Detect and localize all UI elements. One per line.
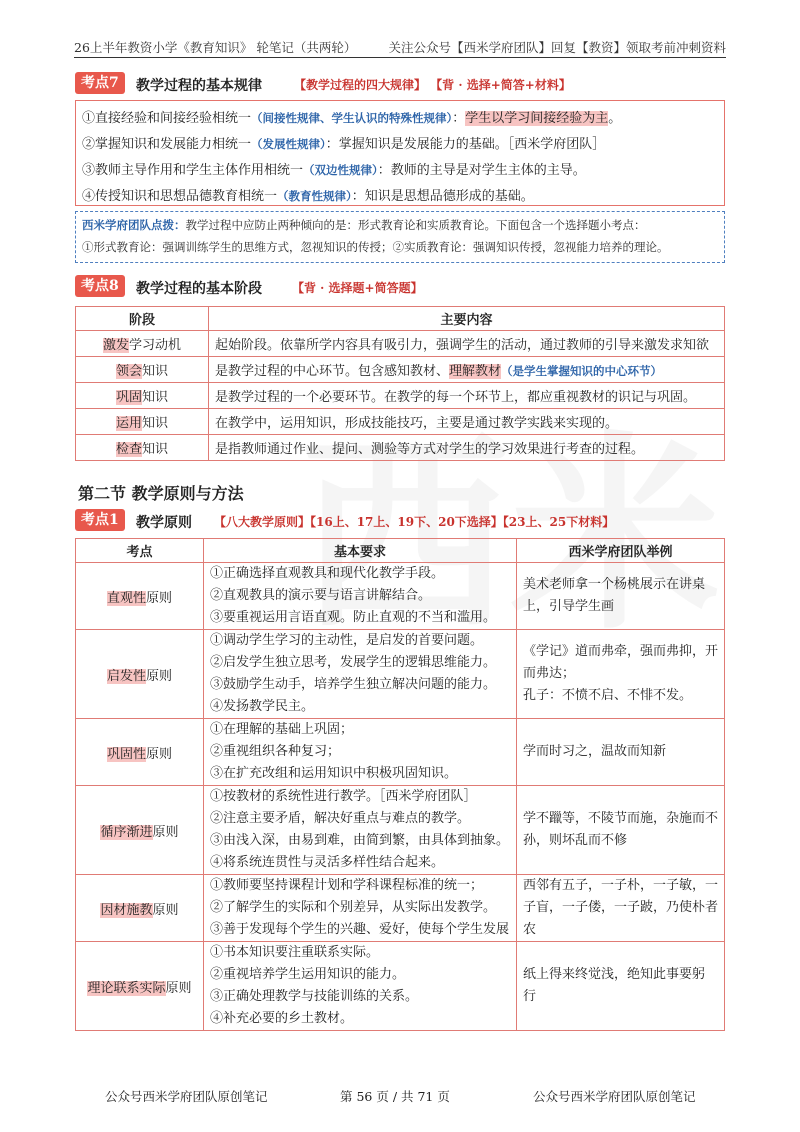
- section-title: 第二节 教学原则与方法: [78, 484, 244, 503]
- kd1-note: 【八大教学原则】【16上、17上、19下、20下选择】【23上、25下材料】: [214, 515, 615, 529]
- kd1-tag: 考点1: [75, 509, 125, 531]
- kd8-tag: 考点8: [75, 275, 125, 297]
- table-row: 运用知识 在教学中，运用知识，形成技能技巧，主要是通过教学实践来实现的。: [76, 409, 725, 435]
- table-row: 检查知识 是指教师通过作业、提问、测验等方式对学生的学习效果进行考查的过程。: [76, 435, 725, 461]
- tip-line: 西米学府团队点拨：教学过程中应防止两种倾向的是：形式教育论和实质教育论。下面包含一个选择题小考点：: [82, 218, 646, 232]
- table-row: 因材施教原则 ①教师要坚持课程计划和学科课程标准的统一； ②了解学生的实际和个别差异，从实际出发教学。 ③善于发现每个学生的兴趣、爱好，使每个学生发展 西邻有五子，一子朴，一子敏，一 子盲，一子偻，一子跛，乃使朴者 农: [76, 875, 725, 942]
- page-number: 第 56 页 / 共 71 页: [340, 1089, 450, 1104]
- table-row: 循序渐进原则 ①按教材的系统性进行教学。［西米学府团队］ ②注意主要矛盾，解决好重点与难点的教学。 ③由浅入深，由易到难，由简到繁，由具体到抽象。 ④将系统连贯性与灵活多样性结合起来。 学不躐等，不陵节而施，杂施而不 孙，则坏乱而不修: [76, 786, 725, 875]
- header-rule: [74, 57, 726, 58]
- kd1-title: 教学原则: [136, 515, 192, 531]
- tip-line: ①形式教育论：强调训练学生的思维方式，忽视知识的传授；②实质教育论：强调知识传授，忽视能力培养的理论。: [82, 240, 669, 254]
- principles-table: [75, 538, 725, 1031]
- kd7-note: 【教学过程的四大规律】 【背 · 选择+简答+材料】: [294, 78, 571, 92]
- kd8-note: 【背 · 选择题+简答题】: [292, 281, 423, 295]
- kd7-laws-box: [75, 100, 725, 206]
- header-left: 26上半年教资小学《教育知识》 轮笔记（共两轮）: [74, 40, 357, 55]
- table-row: 激发学习动机 起始阶段。依靠所学内容具有吸引力，强调学生的活动，通过教师的引导来激发求知欲: [76, 331, 725, 357]
- kd8-title: 教学过程的基本阶段: [136, 281, 262, 297]
- kd7-tag: 考点7: [75, 72, 125, 94]
- table-row: 巩固性原则 ①在理解的基础上巩固； ②重视组织各种复习； ③在扩充改组和运用知识中积极巩固知识。 学而时习之，温故而知新: [76, 719, 725, 786]
- footer-left: 公众号西米学府团队原创笔记: [105, 1089, 268, 1104]
- stages-table: [75, 306, 725, 461]
- law-item: ①直接经验和间接经验相统一（间接性规律、学生认识的特殊性规律）：学生以学习间接经验为主。: [82, 111, 622, 126]
- col-header: 考点: [76, 539, 204, 563]
- col-header: 基本要求: [204, 539, 517, 563]
- law-item: ④传授知识和思想品德教育相统一（教育性规律）：知识是思想品德形成的基础。: [82, 189, 534, 204]
- kd7-title: 教学过程的基本规律: [136, 78, 262, 94]
- col-header: 西米学府团队举例: [516, 539, 724, 563]
- law-item: ②掌握知识和发展能力相统一（发展性规律）：掌握知识是发展能力的基础。［西米学府团队］: [82, 137, 606, 152]
- col-header: 阶段: [76, 307, 209, 331]
- table-row: 启发性原则 ①调动学生学习的主动性，是启发的首要问题。 ②启发学生独立思考，发展学生的逻辑思维能力。 ③鼓励学生动手，培养学生独立解决问题的能力。 ④发扬教学民主。 《学记》道而弗牵，强而弗抑，开 而弗达； 孔子：不愤不启、不悱不发。: [76, 630, 725, 719]
- table-row: 直观性原则 ①正确选择直观教具和现代化教学手段。 ②直观教具的演示要与语言讲解结合。 ③要重视运用言语直观。防止直观的不当和滥用。 美术老师拿一个杨桃展示在讲桌 上，引导学生画: [76, 563, 725, 630]
- table-row: 领会知识 是教学过程的中心环节。包含感知教材、理解教材（是学生掌握知识的中心环节）: [76, 357, 725, 383]
- law-item: ③教师主导作用和学生主体作用相统一（双边性规律）：教师的主导是对学生主体的主导。: [82, 163, 586, 178]
- table-row: 理论联系实际原则 ①书本知识要注重联系实际。 ②重视培养学生运用知识的能力。 ③正确处理教学与技能训练的关系。 ④补充必要的乡土教材。 纸上得来终觉浅，绝知此事要躬 行: [76, 942, 725, 1031]
- header-right: 关注公众号【西米学府团队】回复【教资】领取考前冲刺资料: [388, 40, 726, 55]
- footer-right: 公众号西米学府团队原创笔记: [533, 1089, 696, 1104]
- table-row: 巩固知识 是教学过程的一个必要环节。在教学的每一个环节上，都应重视教材的识记与巩固。: [76, 383, 725, 409]
- kd7-tip-box: [75, 211, 725, 263]
- col-header: 主要内容: [209, 307, 725, 331]
